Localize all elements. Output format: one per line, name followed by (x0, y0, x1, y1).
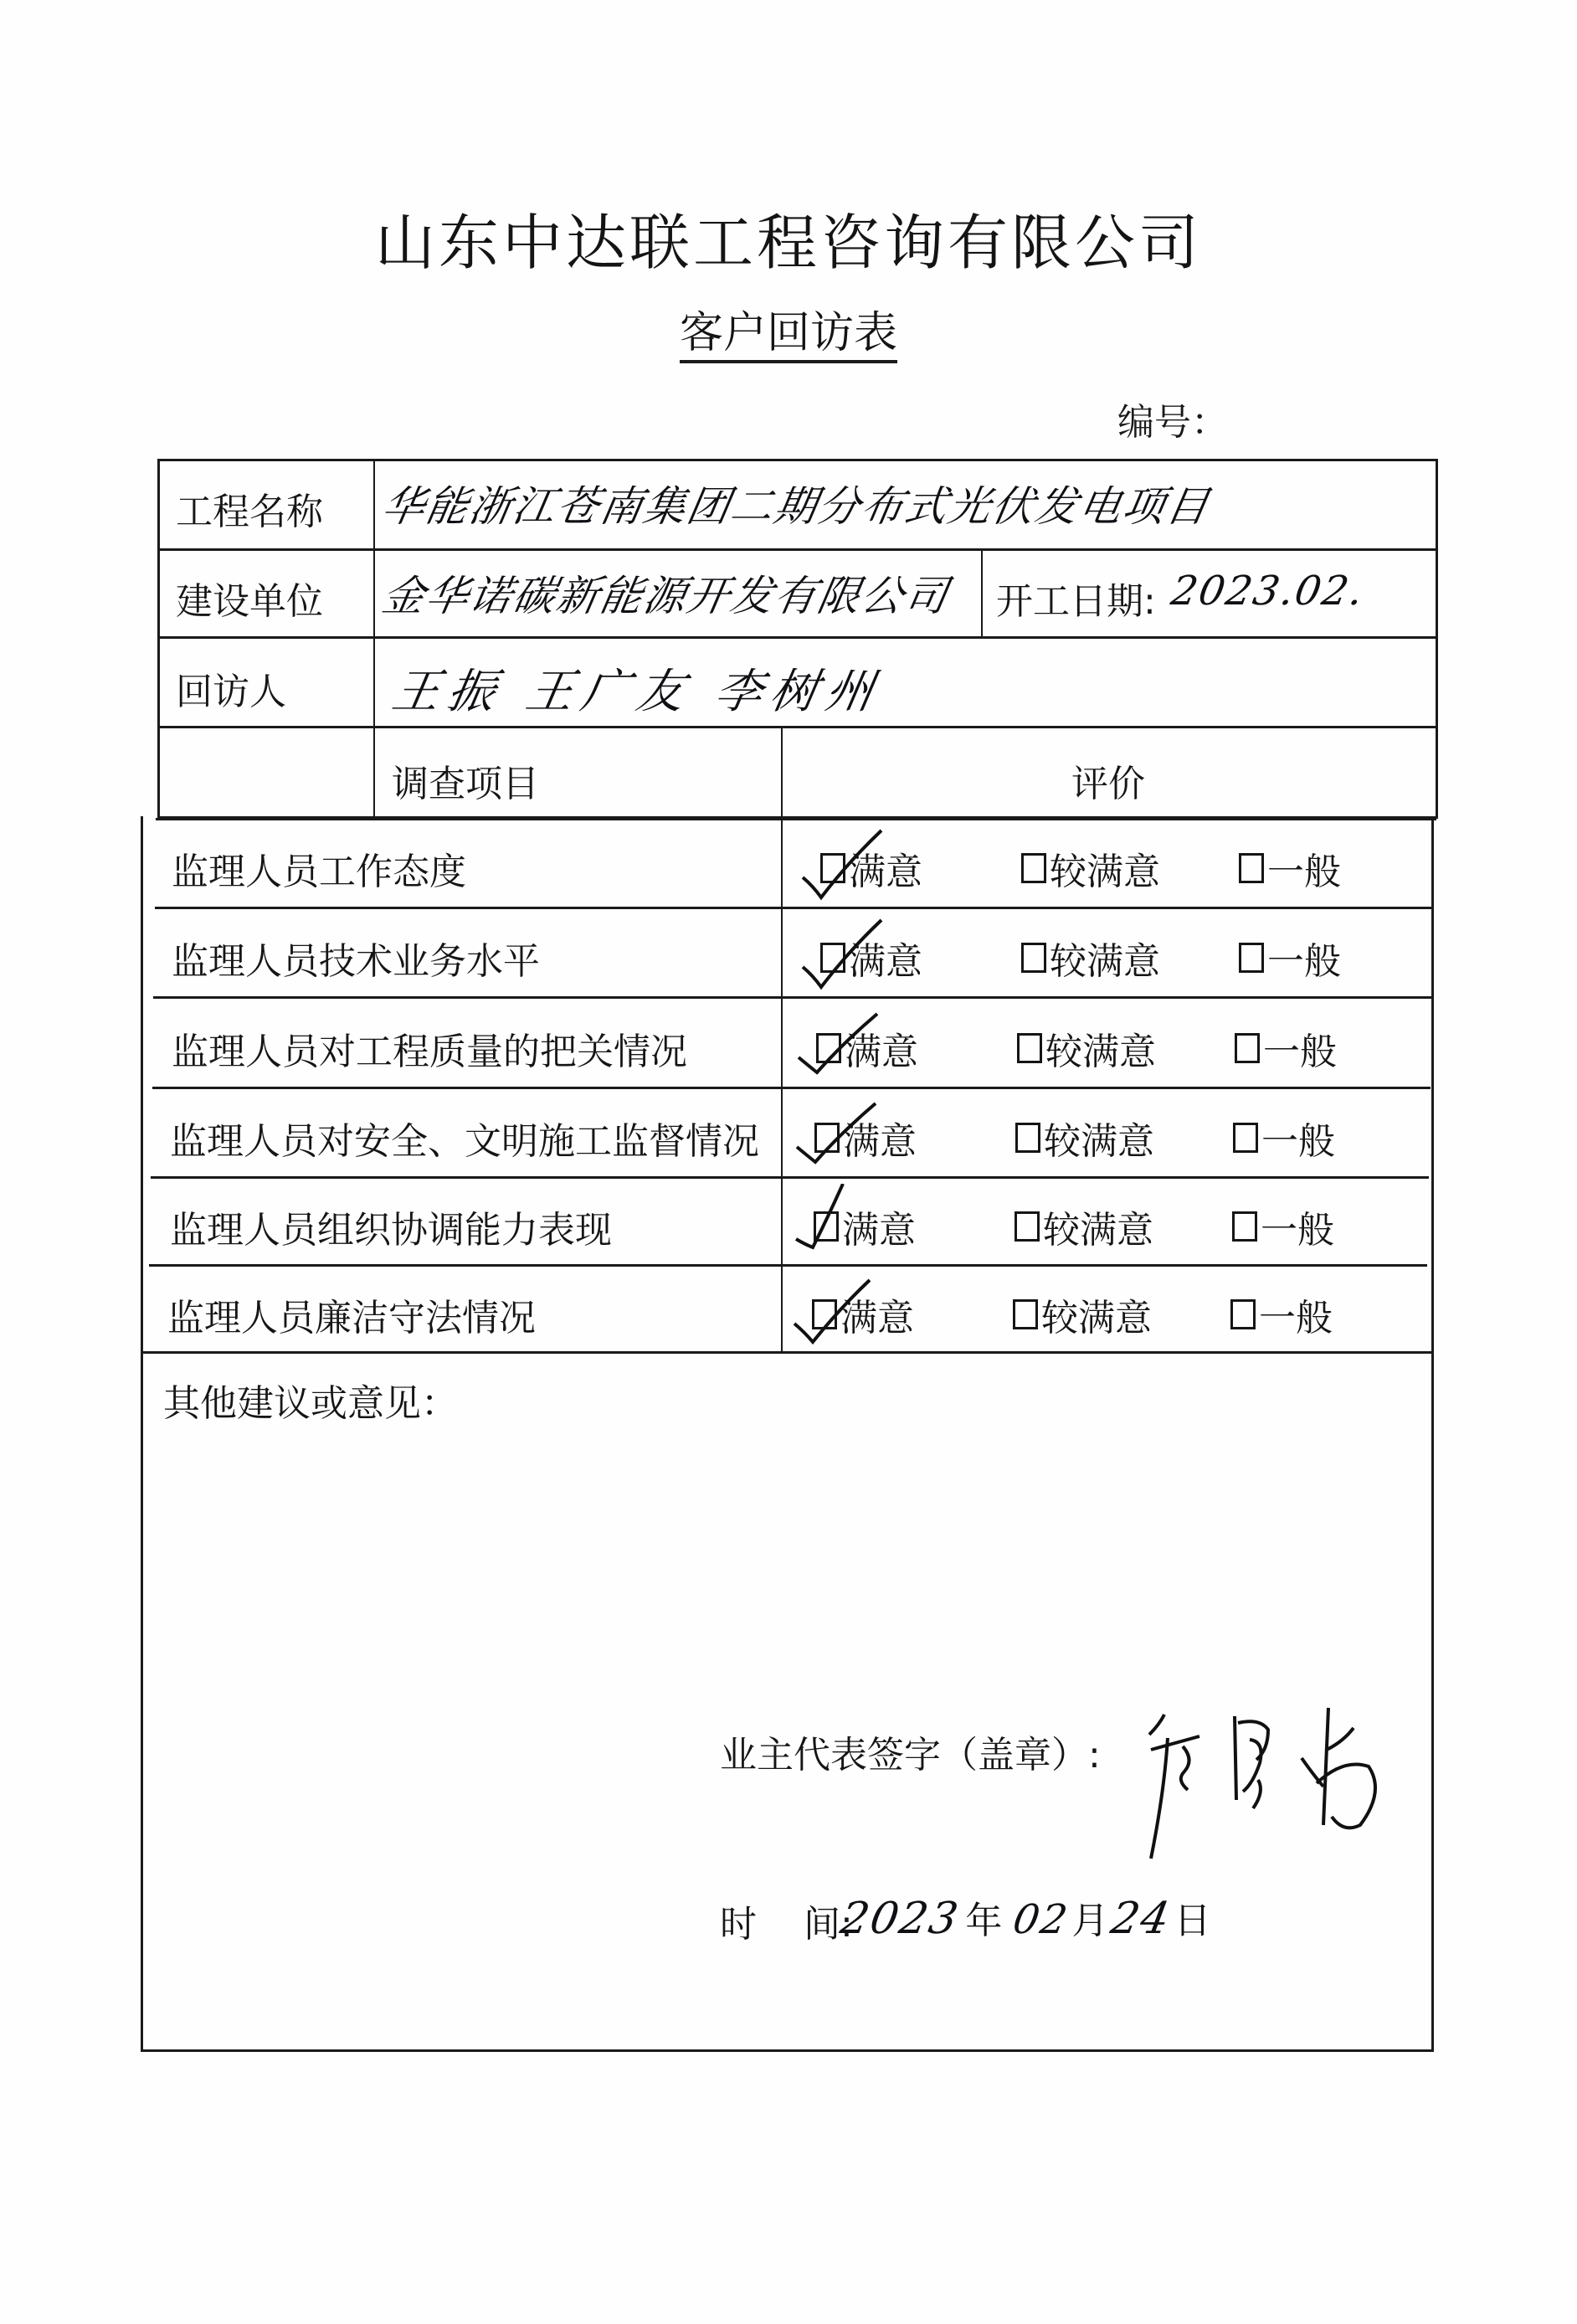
form-title-text: 客户回访表 (680, 308, 897, 363)
option-fairly-satisfied[interactable]: 较满意 (1021, 931, 1160, 985)
project-name-label: 工程名称 (176, 491, 323, 533)
option-average[interactable]: 一般 (1239, 931, 1341, 985)
visitor-value[interactable]: 王振 王广友 李树州 (388, 665, 886, 719)
checkbox[interactable] (1021, 943, 1046, 973)
divider (981, 548, 983, 637)
checkbox[interactable] (1230, 1299, 1256, 1329)
project-name-value[interactable]: 华能浙江苍南集团二期分布式光伏发电项目 (378, 482, 1215, 531)
checkbox[interactable] (1235, 1033, 1260, 1063)
date-day-unit: 日 (1174, 1900, 1211, 1942)
owner-sign-label: 业主代表签字（盖章）: (720, 1734, 1101, 1776)
checkbox[interactable] (1239, 853, 1264, 883)
option-satisfied[interactable]: 满意 (820, 931, 922, 985)
survey-item: 监理人员廉洁守法情况 (167, 1297, 536, 1339)
divider (149, 1264, 1427, 1267)
checkbox-checked[interactable] (812, 1299, 837, 1329)
start-date-label: 开工日期: (996, 580, 1156, 623)
option-fairly-satisfied[interactable]: 较满意 (1017, 1021, 1156, 1075)
checkbox[interactable] (1015, 1211, 1040, 1242)
option-fairly-satisfied[interactable]: 较满意 (1021, 841, 1160, 895)
checkbox-checked[interactable] (820, 943, 845, 973)
checkbox[interactable] (1013, 1299, 1038, 1329)
start-date-value[interactable]: 2023.02. (1168, 568, 1369, 614)
survey-item: 监理人员组织协调能力表现 (170, 1209, 612, 1252)
divider (157, 726, 1438, 728)
survey-item: 监理人员技术业务水平 (172, 940, 540, 983)
divider (142, 1351, 1431, 1354)
checkbox[interactable] (1233, 1123, 1258, 1153)
checkbox[interactable] (1017, 1033, 1042, 1063)
divider (151, 1176, 1429, 1179)
checkbox[interactable] (1239, 943, 1264, 973)
option-fairly-satisfied[interactable]: 较满意 (1015, 1111, 1154, 1165)
survey-item: 监理人员对安全、文明施工监督情况 (170, 1120, 759, 1163)
option-satisfied[interactable]: 满意 (820, 841, 922, 895)
option-satisfied[interactable]: 满意 (814, 1111, 917, 1165)
survey-item-header: 调查项目 (392, 763, 539, 805)
checkbox[interactable] (1021, 853, 1046, 883)
divider (153, 996, 1432, 999)
option-fairly-satisfied[interactable]: 较满意 (1013, 1288, 1152, 1341)
builder-label: 建设单位 (176, 580, 323, 623)
survey-item: 监理人员对工程质量的把关情况 (172, 1031, 687, 1073)
checkbox-checked[interactable] (814, 1211, 839, 1242)
survey-item: 监理人员工作态度 (172, 851, 466, 893)
option-fairly-satisfied[interactable]: 较满意 (1015, 1200, 1153, 1253)
serial-label: 编号： (1117, 401, 1228, 444)
option-average[interactable]: 一般 (1230, 1288, 1333, 1341)
survey-rating-header: 评价 (1071, 763, 1145, 805)
checkbox-checked[interactable] (814, 1123, 840, 1153)
owner-signature[interactable] (1134, 1699, 1394, 1867)
date-month[interactable]: 02 (1009, 1896, 1073, 1943)
divider (156, 818, 1436, 820)
checkbox[interactable] (1015, 1123, 1040, 1153)
checkbox[interactable] (1232, 1211, 1257, 1242)
date-year[interactable]: 2023 (836, 1894, 963, 1944)
option-average[interactable]: 一般 (1239, 841, 1341, 895)
builder-value[interactable]: 金华诺碳新能源开发有限公司 (378, 572, 953, 620)
visitor-label: 回访人 (176, 671, 286, 713)
time-label: 时 间: (720, 1903, 853, 1946)
divider (157, 548, 1438, 551)
comments-area[interactable] (163, 1432, 1402, 1699)
date-day[interactable]: 24 (1107, 1894, 1175, 1944)
date-month-unit: 月 (1071, 1900, 1109, 1942)
date-year-unit: 年 (965, 1900, 1003, 1942)
serial-number-field[interactable] (1117, 392, 1228, 445)
sign-date[interactable] (836, 1890, 1211, 1944)
divider (157, 636, 1438, 639)
option-average[interactable]: 一般 (1233, 1111, 1335, 1165)
checkbox-checked[interactable] (816, 1033, 841, 1063)
divider (373, 459, 375, 817)
option-satisfied[interactable]: 满意 (812, 1288, 914, 1341)
option-satisfied[interactable]: 满意 (816, 1021, 918, 1075)
comments-label: 其他建议或意见： (163, 1382, 458, 1425)
option-satisfied[interactable]: 满意 (814, 1200, 916, 1253)
company-title: 山东中达联工程咨询有限公司 (374, 208, 1202, 278)
divider (152, 1087, 1431, 1089)
divider (155, 907, 1434, 909)
option-average[interactable]: 一般 (1235, 1021, 1337, 1075)
option-average[interactable]: 一般 (1232, 1200, 1334, 1253)
form-title (0, 297, 1577, 360)
checkbox-checked[interactable] (820, 853, 845, 883)
